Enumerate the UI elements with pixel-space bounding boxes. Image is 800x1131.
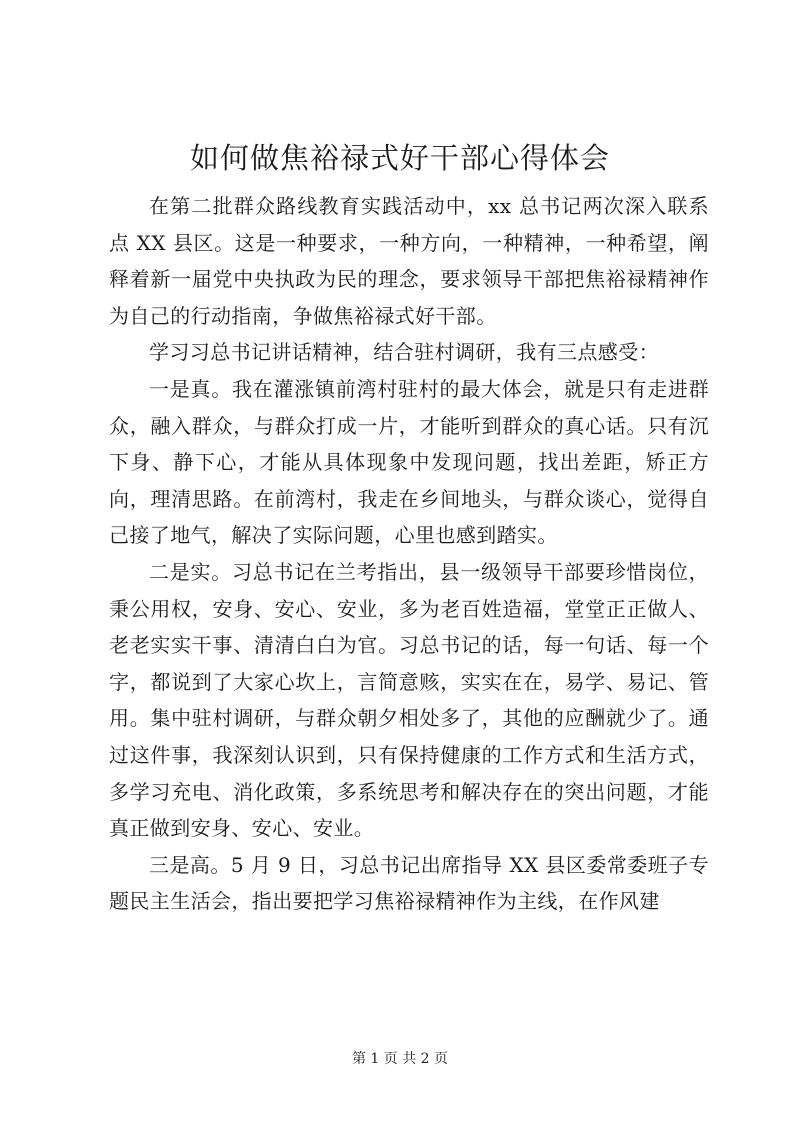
- paragraph-point-three: 三是高。5 月 9 日，习总书记出席指导 XX 县区委常委班子专题民主生活会，指出要把学习焦裕禄精神作为主线，在作风建: [109, 852, 709, 914]
- document-title: 如何做焦裕禄式好干部心得体会: [189, 141, 610, 175]
- paragraph-point-one: 一是真。我在灌涨镇前湾村驻村的最大体会，就是只有走进群众，融入群众，与群众打成一片，才能听到群众的真心话。只有沉下身、静下心，才能从具体现象中发现问题，找出差距，矫正方向，理清思路。在前湾村，我走在乡间地头，与群众谈心，觉得自己接了地气，解决了实际问题，心里也感到踏实。: [109, 376, 709, 548]
- paragraph-intro: 在第二批群众路线教育实践活动中，xx 总书记两次深入联系点 XX 县区。这是一种要求，一种方向，一种精神，一种希望，阐释着新一届党中央执政为民的理念，要求领导干部把焦裕禄精神作为自己的行动指南，争做焦裕禄式好干部。: [109, 194, 709, 328]
- document-body: [109, 188, 709, 920]
- paragraph-summary: 学习习总书记讲话精神，结合驻村调研，我有三点感受：: [149, 340, 659, 365]
- page-number-footer: 第 1 页 共 2 页: [351, 1051, 449, 1067]
- paragraph-point-two: 二是实。习总书记在兰考指出，县一级领导干部要珍惜岗位，秉公用权，安身、安心、安业，多为老百姓造福，堂堂正正做人、老老实实干事、清清白白为官。习总书记的话，每一句话、每一个字，都说到了大家心坎上，言简意赅，实实在在，易学、易记、管用。集中驻村调研，与群众朝夕相处多了，其他的应酬就少了。通过这件事，我深刻认识到，只有保持健康的工作方式和生活方式，多学习充电、消化政策，多系统思考和解决存在的突出问题，才能真正做到安身、安心、安业。: [109, 559, 709, 841]
